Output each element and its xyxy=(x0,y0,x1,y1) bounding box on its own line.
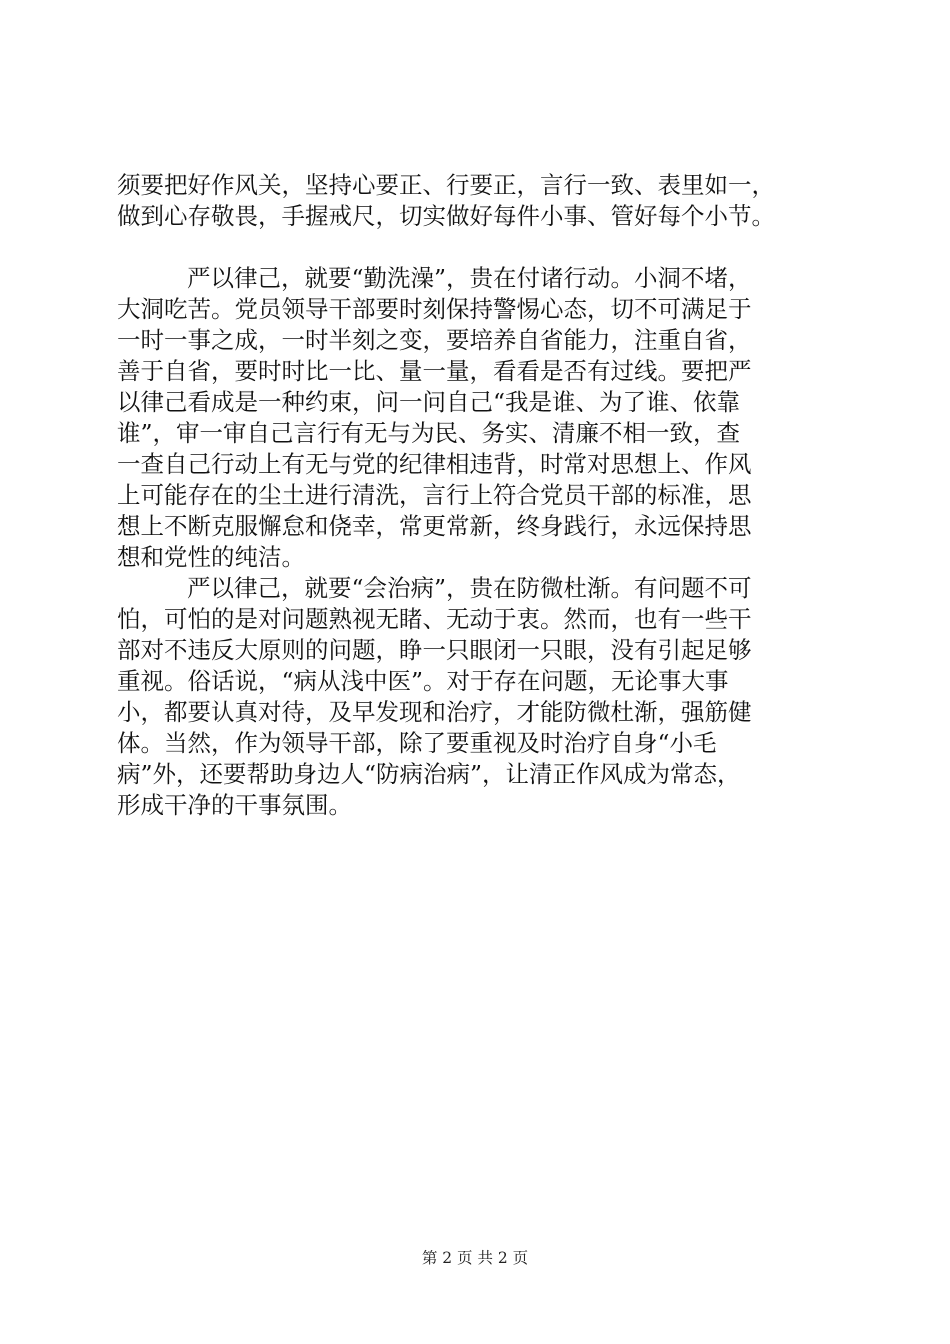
paragraph-2-line: 善于自省，要时时比一比、量一量，看看是否有过线。要把严 xyxy=(117,357,752,385)
paragraph-3-line: 小，都要认真对待，及早发现和治疗，才能防微杜渐，强筋健 xyxy=(117,698,752,726)
paragraph-2-line: 想上不断克服懈怠和侥幸，常更常新，终身践行，永远保持思 xyxy=(117,512,752,540)
paragraph-1-line: 须要把好作风关，坚持心要正、行要正，言行一致、表里如一， xyxy=(117,171,775,199)
page-number-footer: 第 2 页 共 2 页 xyxy=(421,1249,529,1267)
paragraph-2-line: 大洞吃苦。党员领导干部要时刻保持警惕心态，切不可满足于 xyxy=(117,295,752,323)
paragraph-2-line: 一时一事之成，一时半刻之变，要培养自省能力，注重自省， xyxy=(117,326,752,354)
document-body xyxy=(117,170,837,821)
paragraph-2-line: 一查自己行动上有无与党的纪律相违背，时常对思想上、作风 xyxy=(117,450,752,478)
paragraph-2-line: 严以律己，就要“勤洗澡”，贵在付诸行动。小洞不堵， xyxy=(187,264,752,292)
paragraph-3-line: 病”外，还要帮助身边人“防病治病”，让清正作风成为常态， xyxy=(117,760,741,788)
paragraph-3-line: 形成干净的干事氛围。 xyxy=(117,791,352,819)
paragraph-2-line: 上可能存在的尘土进行清洗，言行上符合党员干部的标准，思 xyxy=(117,481,752,509)
paragraph-2-line: 谁”，审一审自己言行有无与为民、务实、清廉不相一致，查 xyxy=(117,419,741,447)
paragraph-2-line: 以律己看成是一种约束，问一问自己“我是谁、为了谁、依靠 xyxy=(117,388,741,416)
paragraph-3 xyxy=(117,573,837,821)
paragraph-3-line: 严以律己，就要“会治病”，贵在防微杜渐。有问题不可 xyxy=(187,574,752,602)
paragraph-1-line: 做到心存敬畏，手握戒尺，切实做好每件小事、管好每个小节。 xyxy=(117,202,775,230)
paragraph-3-line: 部对不违反大原则的问题，睁一只眼闭一只眼，没有引起足够 xyxy=(117,636,752,664)
paragraph-3-line: 重视。俗话说，“病从浅中医”。对于存在问题，无论事大事 xyxy=(117,667,729,695)
paragraph-gap xyxy=(117,232,837,263)
paragraph-3-line: 体。当然，作为领导干部，除了要重视及时治疗自身“小毛 xyxy=(117,729,717,757)
paragraph-1 xyxy=(117,170,837,232)
paragraph-2 xyxy=(117,263,837,573)
paragraph-3-line: 怕，可怕的是对问题熟视无睹、无动于衷。然而，也有一些干 xyxy=(117,605,752,633)
paragraph-2-line: 想和党性的纯洁。 xyxy=(117,543,305,571)
